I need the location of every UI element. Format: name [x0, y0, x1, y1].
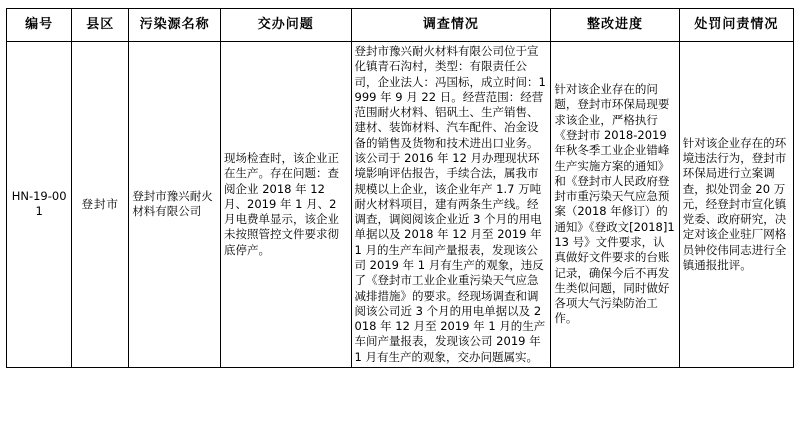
column-header-county: 县区 — [72, 9, 129, 42]
cell-issue: 现场检查时，该企业正在生产。存在问题：查阅企业 2018 年 12 月、2019 年 1 月、2 月电费单显示，该企业未按照管控文件要求彻底停产。 — [221, 42, 351, 368]
table-row — [7, 42, 794, 368]
cell-id: HN-19-001 — [7, 42, 72, 368]
cell-name: 登封市豫兴耐火材料有限公司 — [129, 42, 221, 368]
table-header — [7, 9, 794, 42]
cell-penalty: 针对该企业存在的环境违法行为，登封市环保局进行立案调查，拟处罚金 20 万元，经登封市宣化镇党委、政府研究，决定对该企业驻厂网格员钟佼伟同志进行全镇通报批评。 — [679, 42, 793, 368]
column-header-progress: 整改进度 — [551, 9, 679, 42]
column-header-name: 污染源名称 — [129, 9, 221, 42]
column-header-issue: 交办问题 — [221, 9, 351, 42]
cell-survey: 登封市豫兴耐火材料有限公司位于宣化镇青石沟村，类型：有限责任公司，企业法人：冯国标，成立时间：1999 年 9 月 22 日。经营范围：经营范围耐火材料、铝矾土、生产销售、建材、装饰材料、汽车配件、冶金设备的销售及货物和技术进出口业务。该公司于 2016 年 12 月办理现状环境影响评估报告，手续合法，属我市规模以上企业，该企业年产 1.7 万吨耐火材料项目，建有两条生产线。经调查，调阅阅该企业近 3 个月的用电单据以及 2018 年 12 月至 2019 年 1 月的生产车间产量报表，发现该公司 2019 年 1 月有生产的观象，违反了《登封市工业企业重污染天气应急减排措施》的要求。经现场调查和调阅该公司近 3 个月的用电单据以及 2018 年 12 月至 2019 年 1 月的生产车间产量报表，发现该公司 2019 年 1 月有生产的观象，交办问题属实。 — [351, 42, 551, 368]
column-header-penalty: 处罚问责情况 — [679, 9, 793, 42]
cell-progress: 针对该企业存在的问题，登封市环保局现要求该企业，严格执行《登封市 2018-2019 年秋冬季工业企业错峰生产实施方案的通知》和《登封市人民政府登封市重污染天气应急预案（2018 年修订）的通知》《登政文[2018]113 号》文件要求，认真做好文件要求的台账记录，确保今后不再发生类似问题，同时做好各项大气污染防治工作。 — [551, 42, 679, 368]
cell-county: 登封市 — [72, 42, 129, 368]
table-header-row — [7, 9, 794, 42]
column-header-survey: 调查情况 — [351, 9, 551, 42]
pollution-source-table — [6, 8, 794, 368]
table-body — [7, 42, 794, 368]
column-header-id: 编号 — [7, 9, 72, 42]
